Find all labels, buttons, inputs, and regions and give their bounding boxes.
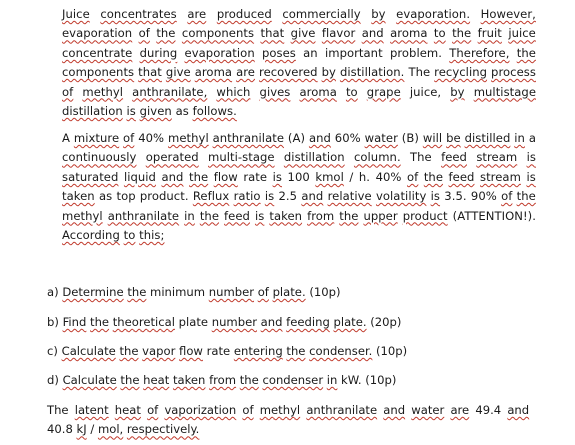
spellcheck-flagged-word: the <box>127 285 147 299</box>
spellcheck-flagged-word: by <box>450 84 465 99</box>
spellcheck-flagged-word: multistage <box>473 84 536 99</box>
spellcheck-flagged-word: flow <box>179 344 203 358</box>
spellcheck-flagged-word: the <box>516 189 536 204</box>
spellcheck-flagged-word: kmol <box>315 169 344 184</box>
spellcheck-flagged-word: of <box>147 403 159 417</box>
spellcheck-flagged-word: Therefore, <box>449 45 510 60</box>
spellcheck-flagged-word: the <box>156 26 176 41</box>
spellcheck-flagged-word: the <box>516 45 536 60</box>
spellcheck-flagged-word: product <box>402 208 448 223</box>
spellcheck-flagged-word: continuously <box>62 150 137 165</box>
spellcheck-flagged-word: during <box>139 45 178 60</box>
spellcheck-flagged-word: in <box>326 373 338 387</box>
spellcheck-flagged-word: saturated <box>62 169 119 184</box>
spellcheck-flagged-word: and <box>161 169 184 184</box>
spellcheck-flagged-word: aroma <box>390 26 428 41</box>
spellcheck-flagged-word: methyl <box>259 403 301 417</box>
spellcheck-flagged-word: relative <box>327 189 372 204</box>
spellcheck-flagged-word: number <box>211 315 257 329</box>
spellcheck-flagged-word: from <box>307 208 335 223</box>
spellcheck-flagged-word: heat <box>143 373 170 387</box>
intro-paragraph: Juice concentrates are produced commercially by evaporation. However, evaporation of the components that give flavor and aroma to the fruit juice concentrate during evaporation poses an important problem. Therefore, the components that give aroma are recovered by distillation. The recycling process of methyl anthranilate, which gives aroma to grape juice, by multistage distillation is given as follows. <box>62 7 536 119</box>
spellcheck-flagged-word: upper <box>363 208 398 223</box>
spellcheck-flagged-word: plate. <box>333 315 367 329</box>
spellcheck-flagged-word: water <box>364 131 398 145</box>
spellcheck-flagged-word: taken <box>269 208 303 223</box>
spellcheck-flagged-word: will <box>422 131 443 145</box>
spellcheck-flagged-word: concentrates <box>100 7 177 21</box>
latent-heat-note: The latent heat of vaporization of methyl anthranilate and water are 49.4 and 40.8 kJ / mol, respectively. <box>47 403 530 437</box>
spellcheck-flagged-word: operated <box>145 150 199 165</box>
spellcheck-flagged-word: entering <box>233 344 283 358</box>
spellcheck-flagged-word: Determine <box>62 285 124 299</box>
spellcheck-flagged-word: Find <box>62 315 87 329</box>
spellcheck-flagged-word: gives <box>259 84 291 99</box>
spellcheck-flagged-word: feed <box>224 208 250 223</box>
question-b: b) Find the theoretical plate number and feeding plate. (20p) <box>47 315 402 329</box>
spellcheck-flagged-word: is <box>126 104 136 119</box>
spellcheck-flagged-word: the <box>239 373 259 387</box>
spellcheck-flagged-word: volatility <box>375 189 427 204</box>
spellcheck-flagged-word: of <box>123 131 135 145</box>
spellcheck-flagged-word: the <box>119 344 139 358</box>
spellcheck-flagged-word: grape <box>366 84 401 99</box>
spellcheck-flagged-word: juice <box>508 26 536 41</box>
spellcheck-flagged-word: condenser <box>262 373 324 387</box>
spellcheck-flagged-word: in <box>184 208 195 223</box>
spellcheck-flagged-word: aroma <box>194 65 233 80</box>
spellcheck-flagged-word: of <box>242 403 254 417</box>
spellcheck-flagged-word: water <box>411 403 445 417</box>
spellcheck-flagged-word: heat <box>114 403 141 417</box>
spellcheck-flagged-word: evaporation. <box>396 7 471 21</box>
spellcheck-flagged-word: by <box>321 65 336 80</box>
spellcheck-flagged-word: latent <box>74 403 109 417</box>
spellcheck-flagged-word: is <box>272 169 282 184</box>
spellcheck-flagged-word: distillation. <box>339 65 405 80</box>
spellcheck-flagged-word: components <box>181 26 255 41</box>
spellcheck-flagged-word: feed <box>448 169 475 184</box>
spellcheck-flagged-word: stream <box>476 150 518 165</box>
spellcheck-flagged-word: mol, <box>97 422 124 437</box>
spellcheck-flagged-word: commercially <box>282 7 361 21</box>
spellcheck-flagged-word: the <box>90 315 110 329</box>
spellcheck-flagged-word: to <box>123 228 136 243</box>
spellcheck-flagged-word: Calculate <box>61 344 116 358</box>
spellcheck-flagged-word: in <box>514 131 525 145</box>
spellcheck-flagged-word: is <box>254 208 265 223</box>
spellcheck-flagged-word: Reflux <box>192 189 230 204</box>
spellcheck-flagged-word: and <box>507 403 530 417</box>
spellcheck-flagged-word: is <box>526 169 536 184</box>
spellcheck-flagged-word: this; <box>139 228 165 243</box>
spellcheck-flagged-word: distilled <box>464 131 511 145</box>
spellcheck-flagged-word: According <box>62 228 120 243</box>
spellcheck-flagged-word: from <box>209 373 237 387</box>
spellcheck-flagged-word: methyl <box>82 84 124 99</box>
spellcheck-flagged-word: number <box>208 285 255 299</box>
spellcheck-flagged-word: and <box>383 403 406 417</box>
spellcheck-flagged-word: condenser. <box>309 344 373 358</box>
spellcheck-flagged-word: concentrate <box>62 45 133 60</box>
question-d: d) Calculate the heat taken from the condenser in kW. (10p) <box>47 373 397 387</box>
spellcheck-flagged-word: taken <box>172 373 206 387</box>
spellcheck-flagged-word: flow <box>213 169 238 184</box>
spellcheck-flagged-word: the <box>452 26 472 41</box>
spellcheck-flagged-word: be <box>446 131 461 145</box>
spellcheck-flagged-word: feed <box>441 150 467 165</box>
spellcheck-flagged-word: recycling <box>434 65 488 80</box>
spellcheck-flagged-word: taken <box>62 189 95 204</box>
spellcheck-flagged-word: methyl <box>168 131 209 145</box>
spellcheck-flagged-word: anthranilate <box>212 131 285 145</box>
question-a: a) Determine the minimum number of plate. (10p) <box>47 285 341 299</box>
spellcheck-flagged-word: feeding <box>286 315 330 329</box>
spellcheck-flagged-word: the <box>286 344 306 358</box>
spellcheck-flagged-word: to <box>433 26 446 41</box>
spellcheck-flagged-word: anthranilate <box>107 208 180 223</box>
spellcheck-flagged-word: vapor <box>142 344 176 358</box>
spellcheck-flagged-word: distillation <box>283 150 345 165</box>
spellcheck-flagged-word: the <box>339 208 359 223</box>
spellcheck-flagged-word: plate. <box>272 285 306 299</box>
spellcheck-flagged-word: of <box>62 84 74 99</box>
spellcheck-flagged-word: given <box>139 104 172 119</box>
spellcheck-flagged-word: However, <box>480 7 536 21</box>
spellcheck-flagged-word: is <box>264 189 275 204</box>
spellcheck-flagged-word: are <box>187 7 207 21</box>
spellcheck-flagged-word: and <box>260 315 283 329</box>
spellcheck-flagged-word: Juice <box>62 7 90 21</box>
spellcheck-flagged-word: components <box>62 65 135 80</box>
spellcheck-flagged-word: aroma <box>299 84 337 99</box>
spellcheck-flagged-word: distillation <box>62 104 123 119</box>
spellcheck-flagged-word: by <box>371 7 386 21</box>
spellcheck-flagged-word: give <box>165 65 191 80</box>
spellcheck-flagged-word: the <box>189 169 209 184</box>
spellcheck-flagged-word: and <box>301 189 324 204</box>
spellcheck-flagged-word: are <box>450 403 470 417</box>
spellcheck-flagged-word: evaporation <box>62 26 133 41</box>
spellcheck-flagged-word: ratio <box>233 189 261 204</box>
spellcheck-flagged-word: of <box>138 26 150 41</box>
spellcheck-flagged-word: recovered <box>259 65 318 80</box>
spellcheck-flagged-word: methyl <box>62 208 103 223</box>
spellcheck-flagged-word: stream <box>480 169 521 184</box>
spellcheck-flagged-word: kJ <box>76 422 87 437</box>
spellcheck-flagged-word: anthranilate, <box>132 84 208 99</box>
spellcheck-flagged-word: which <box>216 84 251 99</box>
spellcheck-flagged-word: liquid <box>123 169 156 184</box>
spellcheck-flagged-word: evaporation <box>184 45 255 60</box>
spellcheck-flagged-word: produced <box>216 7 272 21</box>
spellcheck-flagged-word: the <box>120 373 140 387</box>
problem-statement-paragraph: A mixture of 40% methyl anthranilate (A) and 60% water (B) will be distilled in a continuously operated multi-stage distillation column. The feed stream is saturated liquid and the flow rate is 100 kmol / h. 40% of the feed stream is taken as top product. Reflux ratio is 2.5 and relative volatility is 3.5. 90% of the methyl anthranilate in the feed is taken from the upper product (ATTENTION!). According to this; <box>62 131 536 243</box>
spellcheck-flagged-word: process <box>491 65 536 80</box>
spellcheck-flagged-word: follows. <box>192 104 237 119</box>
spellcheck-flagged-word: are <box>236 65 255 80</box>
spellcheck-flagged-word: vaporization <box>164 403 237 417</box>
spellcheck-flagged-word: flavor <box>321 26 356 41</box>
spellcheck-flagged-word: column. <box>353 150 401 165</box>
spellcheck-flagged-word: and <box>361 26 384 41</box>
spellcheck-flagged-word: multi-stage <box>208 150 275 165</box>
spellcheck-flagged-word: Calculate <box>62 373 117 387</box>
spellcheck-flagged-word: respectively. <box>126 422 200 437</box>
spellcheck-flagged-word: poses <box>261 45 296 60</box>
spellcheck-flagged-word: fruit <box>477 26 502 41</box>
spellcheck-flagged-word: theoretical <box>112 315 175 329</box>
spellcheck-flagged-word: that <box>138 65 162 80</box>
spellcheck-flagged-word: anthranilate <box>306 403 378 417</box>
spellcheck-flagged-word: of <box>407 169 419 184</box>
question-c: c) Calculate the vapor flow rate entering the condenser. (10p) <box>47 344 408 358</box>
spellcheck-flagged-word: of <box>257 285 269 299</box>
spellcheck-flagged-word: and <box>308 131 331 145</box>
spellcheck-flagged-word: mixture <box>73 131 120 145</box>
spellcheck-flagged-word: the <box>423 169 444 184</box>
spellcheck-flagged-word: is <box>430 189 441 204</box>
spellcheck-flagged-word: to <box>345 84 358 99</box>
spellcheck-flagged-word: of <box>501 189 513 204</box>
spellcheck-flagged-word: is <box>526 150 536 165</box>
spellcheck-flagged-word: the <box>199 208 220 223</box>
spellcheck-flagged-word: that <box>260 26 285 41</box>
spellcheck-flagged-word: give <box>290 26 316 41</box>
